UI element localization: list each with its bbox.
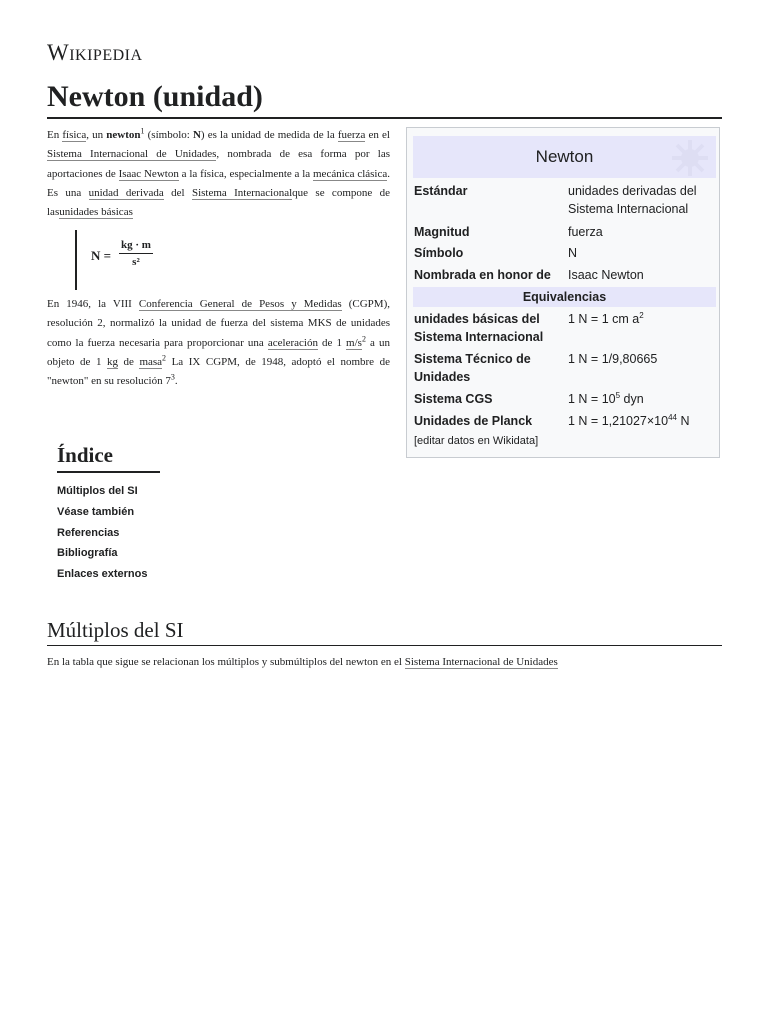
link-si-section[interactable]: Sistema Internacional de Unidades <box>404 656 558 668</box>
infobox-link-isaac-newton[interactable]: Isaac Newton <box>568 268 644 282</box>
table-of-contents <box>57 443 227 585</box>
formula-lhs: N = <box>91 248 112 263</box>
link-mecanica-clasica[interactable]: mecánica clásica <box>313 167 388 180</box>
link-ms2[interactable]: m/s <box>346 336 362 349</box>
link-si[interactable]: Sistema Internacional de Unidades <box>47 148 217 161</box>
unit-emblem-icon <box>670 138 710 178</box>
link-fuerza[interactable]: fuerza <box>337 129 366 141</box>
infobox-value: 1 N = 1/9,80665 <box>568 352 658 366</box>
link-masa[interactable]: masa <box>139 355 163 368</box>
formula-denominator: s² <box>132 256 140 268</box>
toc-item-bibliografia[interactable]: Bibliografía <box>57 547 118 560</box>
lead-paragraph-2: En 1946, la VIII Conferencia General de Pesos y Medidas (CGPM), resolución 2, normalizó la unidad de fuerza del sistema MKS de unidades como la fuerza necesaria para proporcionar una aceleración de 1 $m/s^2$ a un objeto de 1 kg de masa$^2$ La IX CGPM, de 1948, adoptó el nombre de "newton" en su resolución $7^3$. <box>47 298 390 388</box>
ref-1[interactable]: 1 <box>140 126 145 136</box>
infobox-value: 1 N = 1 cm $a^2$ <box>568 310 644 326</box>
infobox-equivalencias-header: Equivalencias <box>413 287 716 307</box>
title-divider <box>47 117 722 119</box>
section-paragraph: En la tabla que sigue se relacionan los múltiplos y submúltiplos del newton en el Sistema Internacional de Unidades <box>47 656 558 668</box>
infobox-key: Nombrada en honor de <box>414 268 551 282</box>
page-title: Newton (unidad) <box>47 80 263 113</box>
infobox-key: Magnitud <box>414 225 470 239</box>
infobox-key: Estándar <box>414 184 468 198</box>
infobox-link-tecnico[interactable]: Sistema Técnico de Unidades <box>414 352 531 384</box>
link-fisica[interactable]: física <box>62 129 87 141</box>
edit-wikidata-link[interactable]: [editar datos en Wikidata] <box>414 435 539 447</box>
toc-item-vease[interactable]: Véase también <box>57 505 135 518</box>
infobox-link-derivadas[interactable]: unidades derivadas del Sistema Internacional <box>568 184 697 216</box>
formula-numerator: kg · m <box>119 239 153 254</box>
ref-3[interactable]: 3 <box>170 372 175 382</box>
toc-item-referencias[interactable]: Referencias <box>57 526 120 539</box>
lead-paragraph-1: En física, un newton$^1$ (símbolo: N) es la unidad de medida de la fuerza en el Sistema Internacional de Unidades, nombrada de esa forma por las aportaciones de Isaac Newton a la física, especialmente a la mecánica clásica. Es una unidad derivada del Sistema Internacionalque se compone de lasunidades básicas <box>47 126 391 219</box>
formula-bar <box>75 230 77 290</box>
link-aceleracion[interactable]: aceleración <box>267 336 318 349</box>
symbol-n: N <box>192 129 201 141</box>
link-kg[interactable]: kg <box>106 355 118 368</box>
newton-formula <box>75 230 195 290</box>
toc-item-enlaces[interactable]: Enlaces externos <box>57 568 148 581</box>
infobox-link-fuerza[interactable]: fuerza <box>568 225 603 239</box>
link-sistema-internacional[interactable]: Sistema Internacional <box>191 186 293 199</box>
infobox <box>406 127 720 458</box>
infobox-value: 1 $N = 1,21027\times 10^{44}$ N <box>568 412 690 428</box>
infobox-link-cgs[interactable]: Sistema CGS <box>414 392 493 406</box>
infobox-link-si-basicas[interactable]: unidades básicas del Sistema Internacional <box>414 312 544 344</box>
infobox-value: N <box>568 246 578 260</box>
infobox-value: 1 $N = 10^5$ dyn <box>568 390 644 406</box>
formula-fraction <box>119 239 153 268</box>
link-isaac-newton[interactable]: Isaac Newton <box>118 167 179 180</box>
link-cgpm[interactable]: Conferencia General de Pesos y Medidas <box>138 298 342 310</box>
toc-title: Índice <box>57 443 160 473</box>
link-unidad-derivada[interactable]: unidad derivada <box>88 186 164 199</box>
infobox-title-text: Newton <box>535 147 594 166</box>
toc-item-multiplos[interactable]: Múltiplos del SI <box>57 485 138 497</box>
ref-2[interactable]: 2 <box>162 353 167 363</box>
wikipedia-wordmark[interactable]: Wikipedia <box>47 40 143 65</box>
section-divider <box>47 645 722 646</box>
section-title-multiplos: Múltiplos del SI <box>47 618 184 642</box>
link-unidades-basicas[interactable]: unidades básicas <box>59 206 133 219</box>
infobox-key: Símbolo <box>414 246 464 260</box>
infobox-link-planck[interactable]: Unidades de Planck <box>414 414 533 428</box>
infobox-title <box>413 136 716 178</box>
term-newton: newton <box>106 129 141 141</box>
